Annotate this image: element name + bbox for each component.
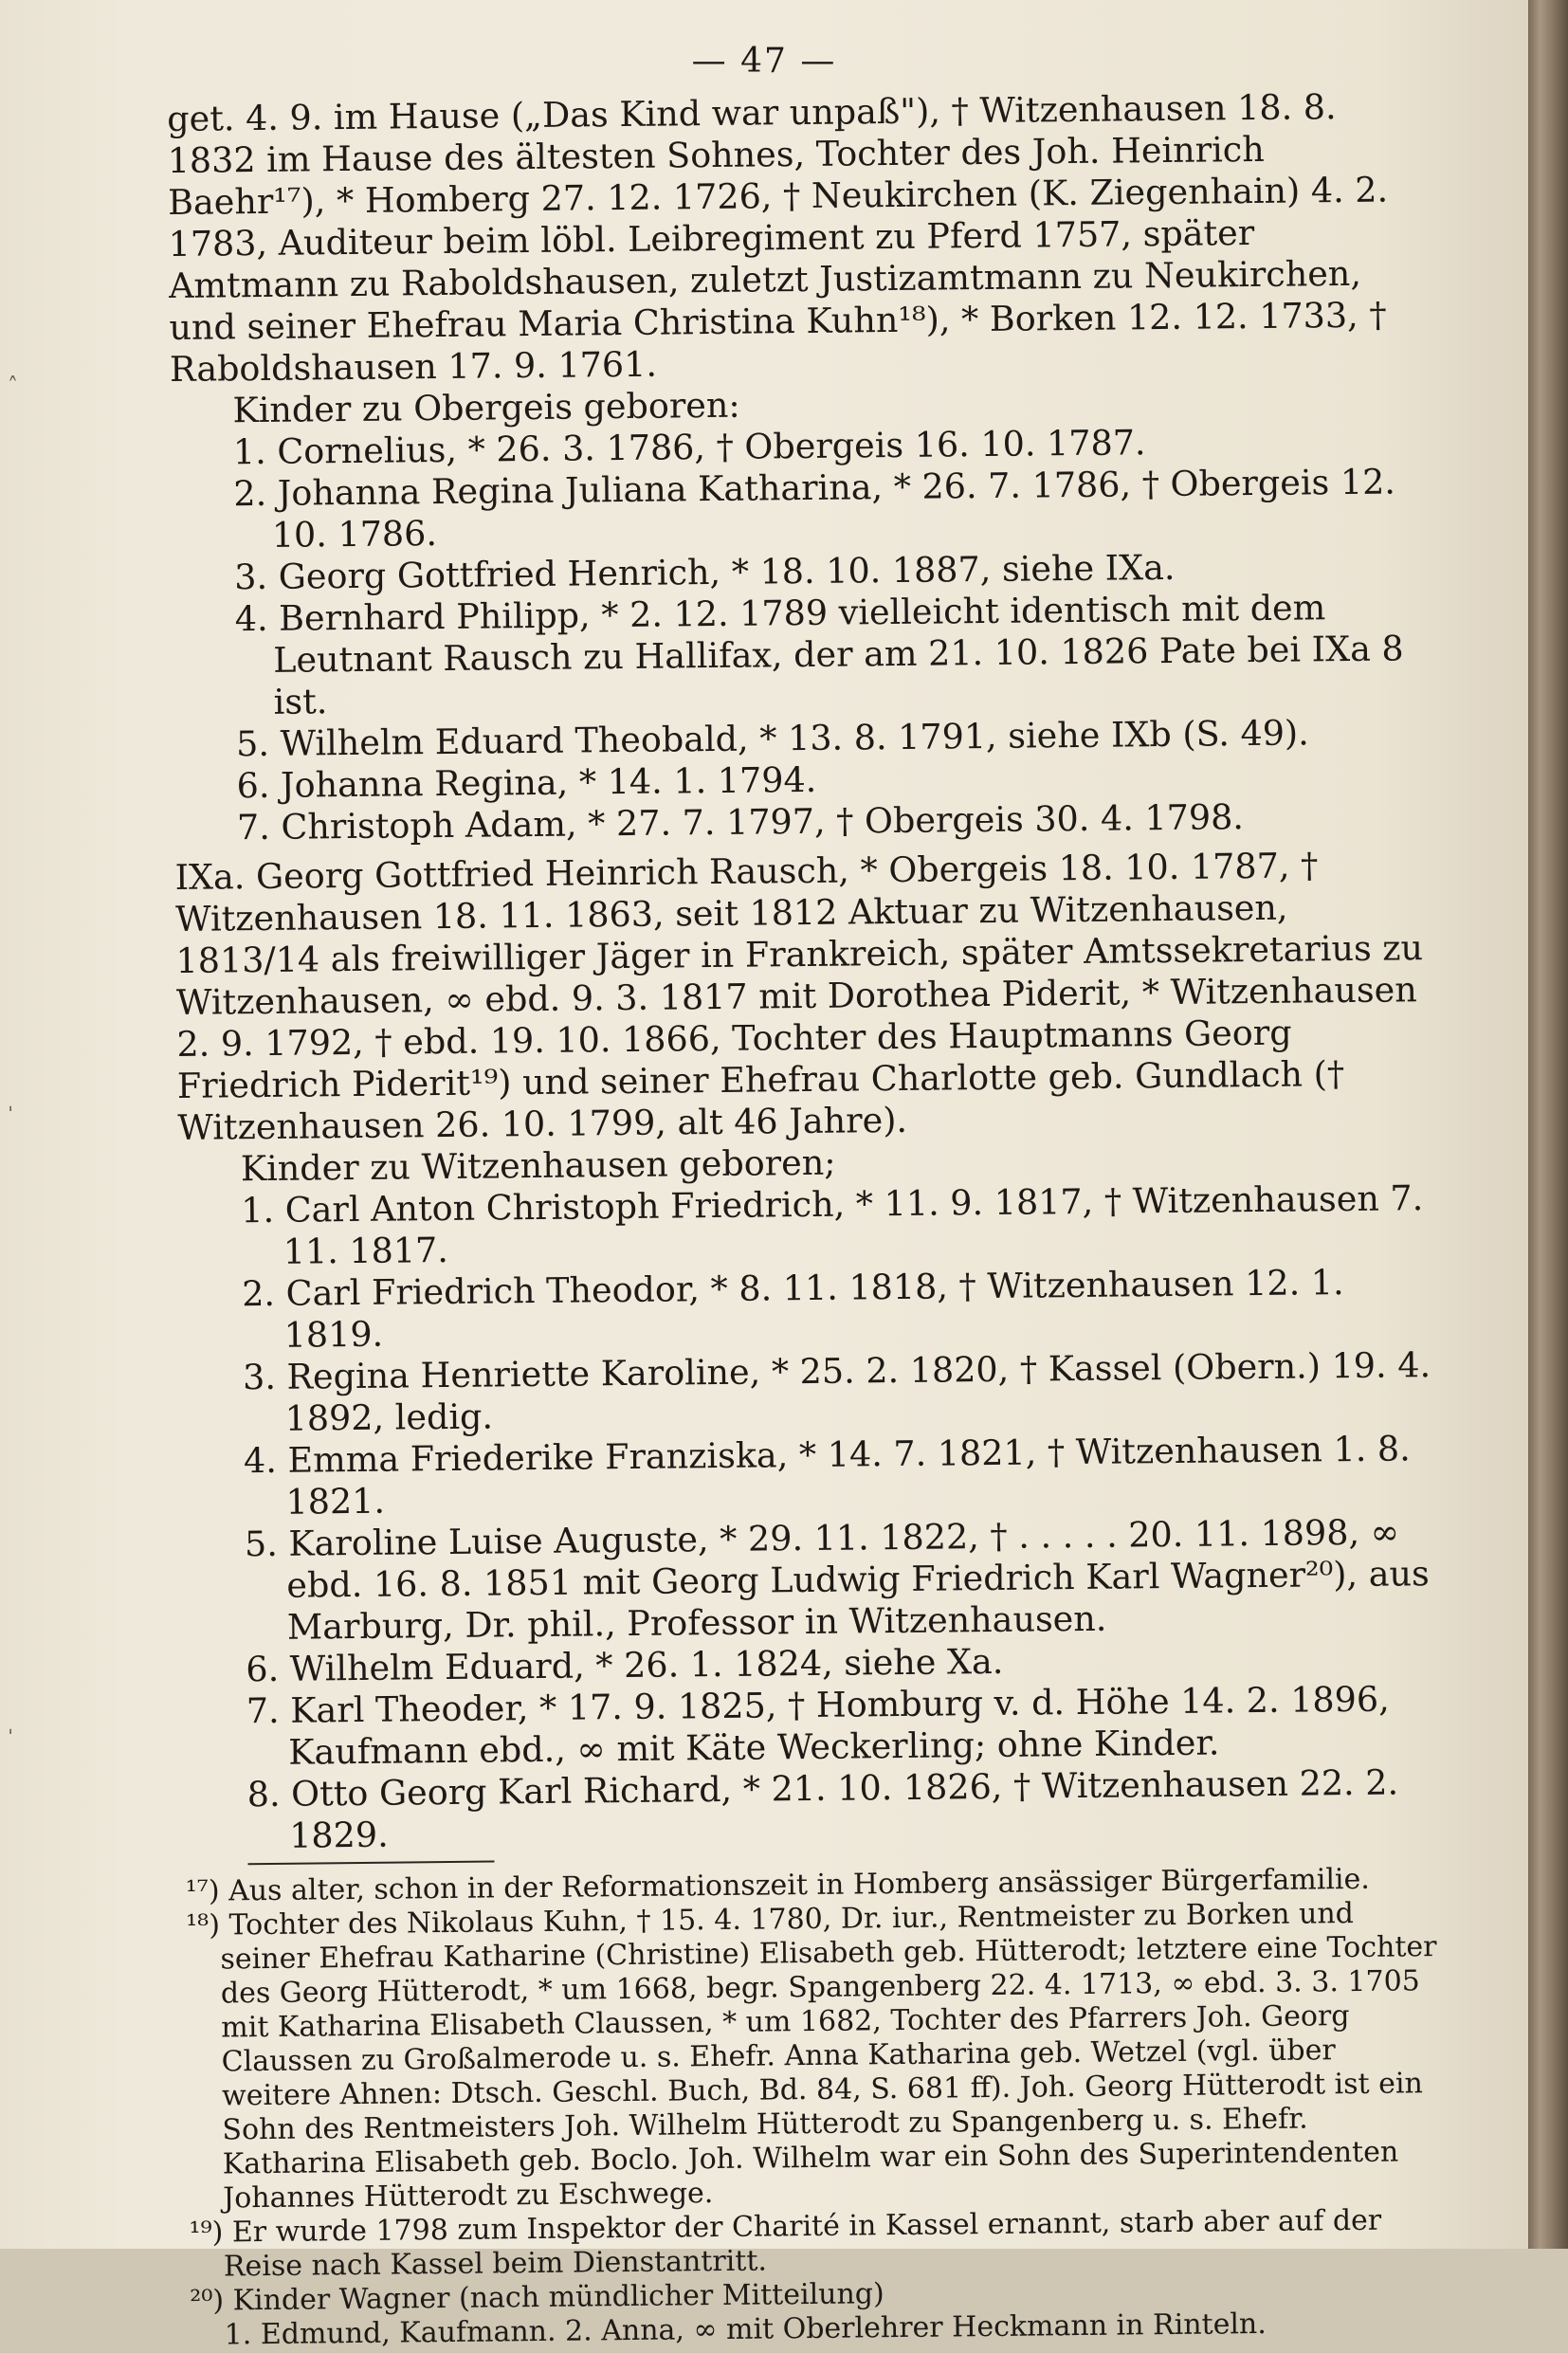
list-item: 3. Regina Henriette Karoline, * 25. 2. 1820, † Kassel (Obern.) 19. 4. 1892, ledig. <box>242 1344 1431 1439</box>
list-item: 6. Wilhelm Eduard, * 26. 1. 1824, siehe Xa. <box>246 1640 1004 1690</box>
book-binding <box>1528 0 1568 2249</box>
list-item: 1. Cornelius, * 26. 3. 1786, † Obergeis 16. 10. 1787. <box>232 422 1146 473</box>
list-item: 2. Johanna Regina Juliana Katharina, * 26. 7. 1786, † Obergeis 12. 10. 1786. <box>233 461 1396 556</box>
children2-list <box>178 1177 1436 1858</box>
list-item: 5. Wilhelm Eduard Theobald, * 13. 8. 1791, siehe IXb (S. 49). <box>235 712 1309 765</box>
list-item: 6. Johanna Regina, * 14. 1. 1794. <box>236 758 817 807</box>
list-item: 2. Carl Friedrich Theodor, * 8. 11. 1818, † Witzenhausen 12. 1. 1819. <box>241 1262 1344 1356</box>
list-item: 4. Bernhard Philipp, * 2. 12. 1789 vielleicht identisch mit dem Leutnant Rausch zu Hallifax, der am 21. 10. 1826 Pate bei IXa 8 ist. <box>234 587 1404 722</box>
page-number: — 47 — <box>691 42 837 81</box>
list-item: 3. Georg Gottfried Henrich, * 18. 10. 1887, siehe IXa. <box>234 546 1176 598</box>
margin-mark: ˈ <box>8 1104 14 1128</box>
children1-list <box>171 419 1427 849</box>
footnotes <box>186 1862 1442 2353</box>
footnote-20: ²⁰) Kinder Wagner (nach mündlicher Mitteilung) <box>190 2277 884 2318</box>
children2-heading: Kinder zu Witzenhausen geboren; <box>240 1141 836 1190</box>
list-item: 5. Karoline Luise Auguste, * 29. 11. 1822, † . . . . . 20. 11. 1898, ∞ ebd. 16. 8. 1851 mit Georg Ludwig Friedrich Karl Wagner²⁰), aus Marburg, Dr. phil., Professor in Witzenhausen. <box>244 1511 1430 1648</box>
footnote-17: ¹⁷) Aus alter, schon in der Reformationszeit in Homberg ansässiger Bürgerfamilie. <box>185 1862 1371 1908</box>
intro-paragraph: get. 4. 9. im Hause („Das Kind war unpaß"), † Witzenhausen 18. 8. 1832 im Hause des ältesten Sohnes, Tochter des Joh. Heinrich Baehr¹⁷), * Homberg 27. 12. 1726, † Neukirchen (K. Ziegenhain) 4. 2. 1783, Auditeur beim löbl. Leibregiment zu Pferd 1757, später Amtmann zu Raboldshausen, zuletzt Justizamtmann zu Neukirchen, und seiner Ehefrau Maria Christina Kuhn¹⁸), * Borken 12. 12. 1733, † Raboldshausen 17. 9. 1761. <box>167 86 1389 390</box>
children1-heading: Kinder zu Obergeis geboren: <box>232 384 740 431</box>
footnote-19: ¹⁹) Er wurde 1798 zum Inspektor der Charité in Kassel ernannt, starb aber auf der Reise nach Kassel beim Dienstantritt. <box>189 2203 1382 2284</box>
margin-mark: ˈ <box>8 1727 14 1751</box>
margin-mark: ˄ <box>8 374 18 398</box>
list-item: 7. Christoph Adam, * 27. 7. 1797, † Obergeis 30. 4. 1798. <box>236 796 1245 848</box>
footnote-18: ¹⁸) Tochter des Nikolaus Kuhn, † 15. 4. 1780, Dr. iur., Rentmeister zu Borken und seiner Ehefrau Katharine (Christine) Elisabeth geb. Hütterodt; letztere eine Tochter des Georg Hütterodt, * um 1668, begr. Spangenberg 22. 4. 1713, ∞ ebd. 3. 3. 1705 mit Katharina Elisabeth Claussen, * um 1682, Tochter des Pfarrers Joh. Georg Claussen zu Großalmerode u. s. Ehefr. Anna Katharina geb. Wetzel (vgl. über weitere Ahnen: Dtsch. Geschl. Buch, Bd. 84, S. 681 ff). Joh. Georg Hütterodt ist ein Sohn des Rentmeisters Joh. Wilhelm Hütterodt zu Spangenberg u. s. Ehefr. Katharina Elisabeth geb. Boclo. Joh. Wilhelm war ein Sohn des Superintendenten Johannes Hütterodt zu Eschwege. <box>186 1896 1437 2216</box>
list-item: 7. Karl Theoder, * 17. 9. 1825, † Homburg v. d. Höhe 14. 2. 1896, Kaufmann ebd., ∞ mit Käte Weckerling; ohne Kinder. <box>246 1678 1390 1773</box>
footnote-20-children: 1. Edmund, Kaufmann. 2. Anna, ∞ mit Oberlehrer Heckmann in Rinteln. <box>224 2307 1267 2352</box>
list-item: 4. Emma Friederike Franziska, * 14. 7. 1821, † Witzenhausen 1. 8. 1821. <box>243 1428 1411 1523</box>
list-item: 8. Otto Georg Karl Richard, * 21. 10. 1826, † Witzenhausen 22. 2. 1829. <box>246 1761 1399 1856</box>
footnote-divider <box>247 1860 494 1865</box>
list-item: 1. Carl Anton Christoph Friedrich, * 11. 9. 1817, † Witzenhausen 7. 11. 1817. <box>241 1177 1424 1272</box>
body-text <box>167 85 1442 2353</box>
section-ixa: IXa. Georg Gottfried Heinrich Rausch, * Obergeis 18. 10. 1787, † Witzenhausen 18. 11. 1863, seit 1812 Aktuar zu Witzenhausen, 1813/14 als freiwilliger Jäger in Frankreich, später Amtssekretarius zu Witzenhausen, ∞ ebd. 9. 3. 1817 mit Dorothea Piderit, * Witzenhausen 2. 9. 1792, † ebd. 19. 10. 1866, Tochter des Hauptmanns Georg Friedrich Piderit¹⁹) und seiner Ehefrau Charlotte geb. Gundlach († Witzenhausen 26. 10. 1799, alt 46 Jahre). <box>174 845 1424 1148</box>
